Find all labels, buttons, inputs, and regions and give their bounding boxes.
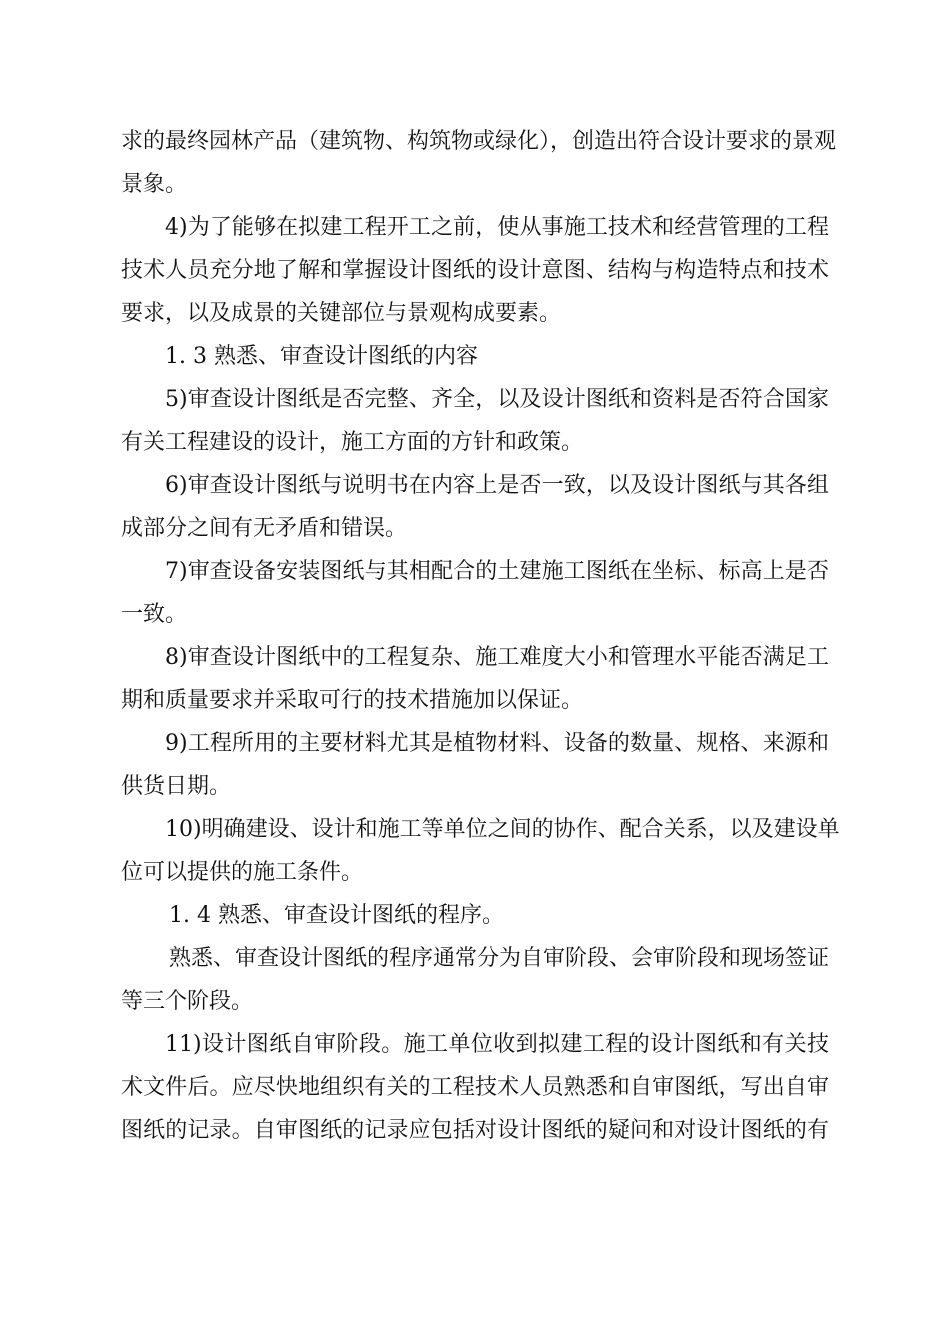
- paragraph-line: 10)明确建设、设计和施工等单位之间的协作、配合关系，以及建设单: [165, 817, 840, 842]
- section-heading: 1. 4 熟悉、审查设计图纸的程序。: [169, 903, 504, 928]
- paragraph-line: 成部分之间有无矛盾和错误。: [121, 516, 408, 541]
- paragraph-line: 9)工程所用的主要材料尤其是植物材料、设备的数量、规格、来源和: [165, 731, 829, 756]
- paragraph-line: 一致。: [121, 602, 188, 627]
- paragraph-line: 7)审查设备安装图纸与其相配合的土建施工图纸在坐标、标高上是否: [165, 559, 829, 584]
- document-page: [121, 120, 840, 1152]
- paragraph-line: 6)审查设计图纸与说明书在内容上是否一致，以及设计图纸与其各组: [165, 473, 829, 498]
- paragraph-line: 技术人员充分地了解和掌握设计图纸的设计意图、结构与构造特点和技术: [121, 258, 829, 283]
- paragraph-line: 4)为了能够在拟建工程开工之前，使从事施工技术和经营管理的工程: [165, 215, 829, 240]
- paragraph-line: 位可以提供的施工条件。: [121, 860, 364, 885]
- paragraph-line: 求的最终园林产品（建筑物、构筑物或绿化），创造出符合设计要求的景观: [121, 129, 837, 154]
- paragraph-line: 等三个阶段。: [121, 989, 254, 1014]
- paragraph-line: 5)审查设计图纸是否完整、齐全，以及设计图纸和资料是否符合国家: [165, 387, 829, 412]
- paragraph-line: 景象。: [121, 172, 188, 197]
- paragraph-line: 术文件后。应尽快地组织有关的工程技术人员熟悉和自审图纸，写出自审: [121, 1075, 829, 1100]
- paragraph-line: 供货日期。: [121, 774, 232, 799]
- section-heading: 1. 3 熟悉、审查设计图纸的内容: [165, 344, 478, 369]
- paragraph-line: 熟悉、审查设计图纸的程序通常分为自审阶段、会审阶段和现场签证: [169, 946, 830, 971]
- paragraph-line: 要求，以及成景的关键部位与景观构成要素。: [121, 301, 562, 326]
- paragraph-line: 8)审查设计图纸中的工程复杂、施工难度大小和管理水平能否满足工: [165, 645, 829, 670]
- paragraph-line: 图纸的记录。自审图纸的记录应包括对设计图纸的疑问和对设计图纸的有: [121, 1118, 829, 1143]
- paragraph-line: 期和质量要求并采取可行的技术措施加以保证。: [121, 688, 584, 713]
- paragraph-line: 有关工程建设的设计，施工方面的方针和政策。: [121, 430, 584, 455]
- paragraph-line: 11)设计图纸自审阶段。施工单位收到拟建工程的设计图纸和有关技: [165, 1032, 829, 1057]
